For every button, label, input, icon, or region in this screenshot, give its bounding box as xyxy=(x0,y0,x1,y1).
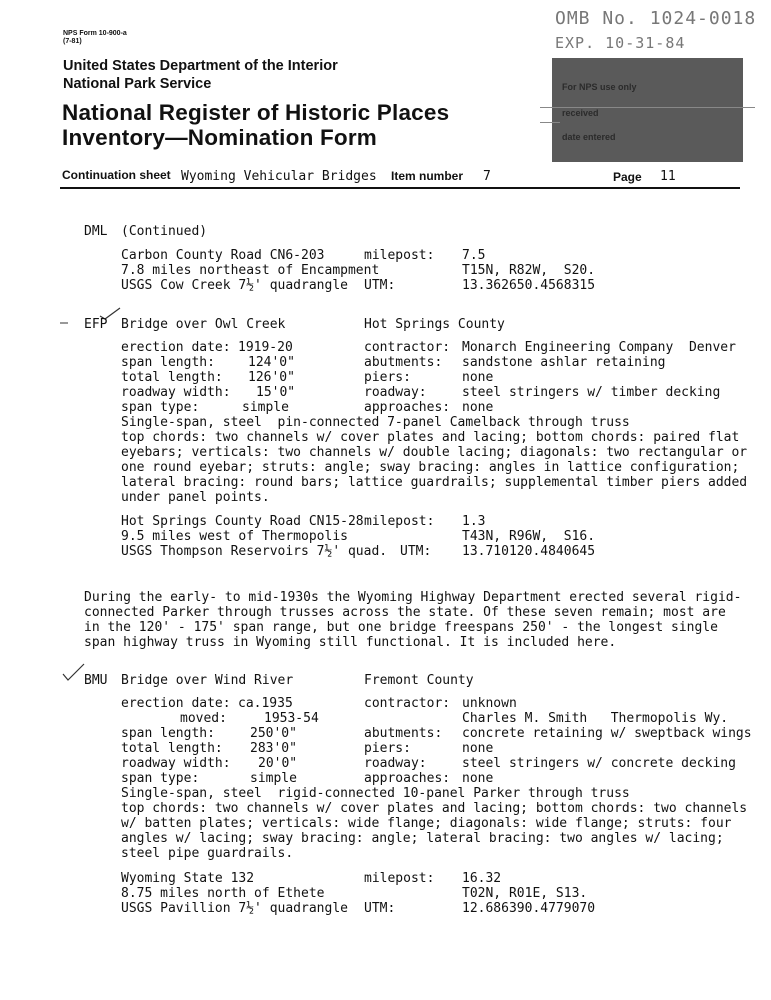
form-number: NPS Form 10-900-a xyxy=(63,30,127,37)
continuation-sheet-label: Continuation sheet xyxy=(62,168,171,182)
bmu-moved-value: 1953-54 xyxy=(264,711,319,726)
efp-spec-value: 15'0" xyxy=(256,385,296,400)
dml-heading: (Continued) xyxy=(121,224,208,239)
bmu-quadrangle: USGS Pavillion 7½' quadrangle xyxy=(121,901,348,916)
bmu-contractor-value: unknown xyxy=(462,696,517,711)
dml-milepost-label: milepost: xyxy=(364,248,435,263)
efp-description-line: one round eyebar; struts: angle; sway bracing: angles in lattice configuration; xyxy=(121,460,740,475)
department-name: United States Department of the Interior xyxy=(63,58,338,74)
service-name: National Park Service xyxy=(63,76,212,92)
bmu-spec-value: none xyxy=(462,771,494,786)
bmu-utm-label: UTM: xyxy=(364,901,396,916)
bmu-description-line: Single-span, steel rigid-connected 10-panel Parker through truss xyxy=(121,786,630,801)
efp-spec-label: piers: xyxy=(364,370,411,385)
page-number: 11 xyxy=(660,169,676,184)
omb-stamp: OMB No. 1024-0018 xyxy=(555,8,757,29)
efp-spec-value: 124'0" xyxy=(248,355,295,370)
header-rule xyxy=(60,187,740,189)
bmu-direction: 8.75 miles north of Ethete xyxy=(121,886,325,901)
efp-spec-label: roadway width: xyxy=(121,385,231,400)
efp-location-name: Hot Springs County Road CN15-28 xyxy=(121,514,364,529)
bmu-utm-value: 12.686390.4779070 xyxy=(462,901,596,916)
bmu-description-line: angles w/ lacing; sway bracing: angle; lateral bracing: two angles w/ lacing; xyxy=(121,831,724,846)
date-entered-label: date entered xyxy=(562,132,616,142)
efp-description-line: lateral bracing: round bars; lattice guardrails; supplemental timber piers added xyxy=(121,475,748,490)
bmu-spec-value: 20'0" xyxy=(258,756,298,771)
narrative-line: span highway truss in Wyoming still functional. It is included here. xyxy=(84,635,617,650)
bmu-county: Fremont County xyxy=(364,673,474,688)
efp-spec-label: span length: xyxy=(121,355,215,370)
bmu-spec-value: none xyxy=(462,741,494,756)
bmu-spec-label: span length: xyxy=(121,726,215,741)
efp-township: T43N, R96W, S16. xyxy=(462,529,596,544)
efp-spec-value: sandstone ashlar retaining xyxy=(462,355,666,370)
nps-use-label: For NPS use only xyxy=(562,82,637,92)
efp-spec-label: approaches: xyxy=(364,400,451,415)
bmu-spec-value: steel stringers w/ concrete decking xyxy=(462,756,736,771)
efp-spec-label: total length: xyxy=(121,370,223,385)
dml-utm-value: 13.362650.4568315 xyxy=(462,278,596,293)
bmu-spec-label: span type: xyxy=(121,771,200,786)
narrative-line: connected Parker through trusses across the state. Of these seven remain; most are xyxy=(84,605,726,620)
bmu-moved-label: moved: xyxy=(180,711,227,726)
bmu-spec-label: abutments: xyxy=(364,726,443,741)
form-title-line2: Inventory—Nomination Form xyxy=(62,125,378,150)
bmu-location-name: Wyoming State 132 xyxy=(121,871,255,886)
nps-use-box xyxy=(552,58,743,162)
efp-spec-value: none xyxy=(462,370,494,385)
efp-spec-label: contractor: xyxy=(364,340,451,355)
bmu-spec-label: roadway: xyxy=(364,756,427,771)
bmu-spec-value: 250'0" xyxy=(250,726,297,741)
form-title-line1: National Register of Historic Places xyxy=(62,100,450,125)
efp-spec-label: abutments: xyxy=(364,355,443,370)
dml-quadrangle: USGS Cow Creek 7½' quadrangle xyxy=(121,278,348,293)
bmu-spec-label: piers: xyxy=(364,741,411,756)
bmu-erection-value: ca.1935 xyxy=(238,696,293,711)
bmu-bridge-name: Bridge over Wind River xyxy=(121,673,294,688)
bmu-milepost-label: milepost: xyxy=(364,871,435,886)
continuation-sheet-value: Wyoming Vehicular Bridges xyxy=(181,169,377,184)
dml-location-name: Carbon County Road CN6-203 xyxy=(121,248,325,263)
bmu-description-line: w/ batten plates; verticals: wide flange; diagonals: wide flange; struts: four xyxy=(121,816,732,831)
efp-code: EFP xyxy=(84,317,108,332)
efp-spec-label: span type: xyxy=(121,400,200,415)
dml-code: DML xyxy=(84,224,108,239)
expiration-stamp: EXP. 10-31-84 xyxy=(555,34,686,52)
page-label: Page xyxy=(613,170,642,184)
bmu-spec-value: concrete retaining w/ sweptback wings xyxy=(462,726,752,741)
item-number-label: Item number xyxy=(391,169,464,183)
received-label: received xyxy=(562,108,599,118)
form-date: (7-81) xyxy=(63,38,82,45)
efp-spec-value: none xyxy=(462,400,494,415)
bmu-spec-label: approaches: xyxy=(364,771,451,786)
bmu-spec-value: simple xyxy=(250,771,297,786)
efp-description-line: Single-span, steel pin-connected 7-panel Camelback through truss xyxy=(121,415,630,430)
bmu-code: BMU xyxy=(84,673,108,688)
bmu-township: T02N, R01E, S13. xyxy=(462,886,588,901)
efp-milepost-value: 1.3 xyxy=(462,514,486,529)
efp-utm-value: 13.710120.4840645 xyxy=(462,544,596,559)
bmu-description-line: top chords: two channels w/ cover plates and lacing; bottom chords: two channels xyxy=(121,801,748,816)
dml-utm-label: UTM: xyxy=(364,278,396,293)
narrative-line: During the early- to mid-1930s the Wyoming Highway Department erected several rigid- xyxy=(84,590,742,605)
bmu-milepost-value: 16.32 xyxy=(462,871,502,886)
bmu-spec-label: roadway width: xyxy=(121,756,231,771)
efp-spec-label: roadway: xyxy=(364,385,427,400)
efp-county: Hot Springs County xyxy=(364,317,505,332)
narrative-line: in the 120' - 175' span range, but one bridge freespans 250' - the longest single xyxy=(84,620,718,635)
efp-spec-value: simple xyxy=(242,400,289,415)
efp-spec-value: Monarch Engineering Company Denver xyxy=(462,340,736,355)
dml-direction: 7.8 miles northeast of Encampment xyxy=(121,263,380,278)
efp-direction: 9.5 miles west of Thermopolis xyxy=(121,529,348,544)
dml-township: T15N, R82W, S20. xyxy=(462,263,596,278)
efp-spec-value: steel stringers w/ timber decking xyxy=(462,385,721,400)
bmu-spec-label: total length: xyxy=(121,741,223,756)
efp-milepost-label: milepost: xyxy=(364,514,435,529)
item-number-value: 7 xyxy=(483,169,491,184)
bmu-description-line: steel pipe guardrails. xyxy=(121,846,294,861)
bmu-contractor-label: contractor: xyxy=(364,696,451,711)
dml-milepost-value: 7.5 xyxy=(462,248,486,263)
efp-description-line: under panel points. xyxy=(121,490,270,505)
efp-description-line: eyebars; verticals: two channels w/ double lacing; diagonals: two rectangular or xyxy=(121,445,748,460)
efp-description-line: top chords: two channels w/ cover plates and lacing; bottom chords: paired flat xyxy=(121,430,740,445)
bmu-spec-value: 283'0" xyxy=(250,741,297,756)
efp-bridge-name: Bridge over Owl Creek xyxy=(121,317,286,332)
efp-spec-label: erection date: xyxy=(121,340,231,355)
efp-utm-label: UTM: xyxy=(400,544,432,559)
received-line xyxy=(540,107,755,108)
bmu-moved-contractor: Charles M. Smith Thermopolis Wy. xyxy=(462,711,729,726)
efp-spec-value: 1919-20 xyxy=(238,340,293,355)
bmu-erection-label: erection date: xyxy=(121,696,231,711)
efp-spec-value: 126'0" xyxy=(248,370,295,385)
date-entered-tick xyxy=(540,122,560,123)
efp-quadrangle: USGS Thompson Reservoirs 7½' quad. xyxy=(121,544,388,559)
